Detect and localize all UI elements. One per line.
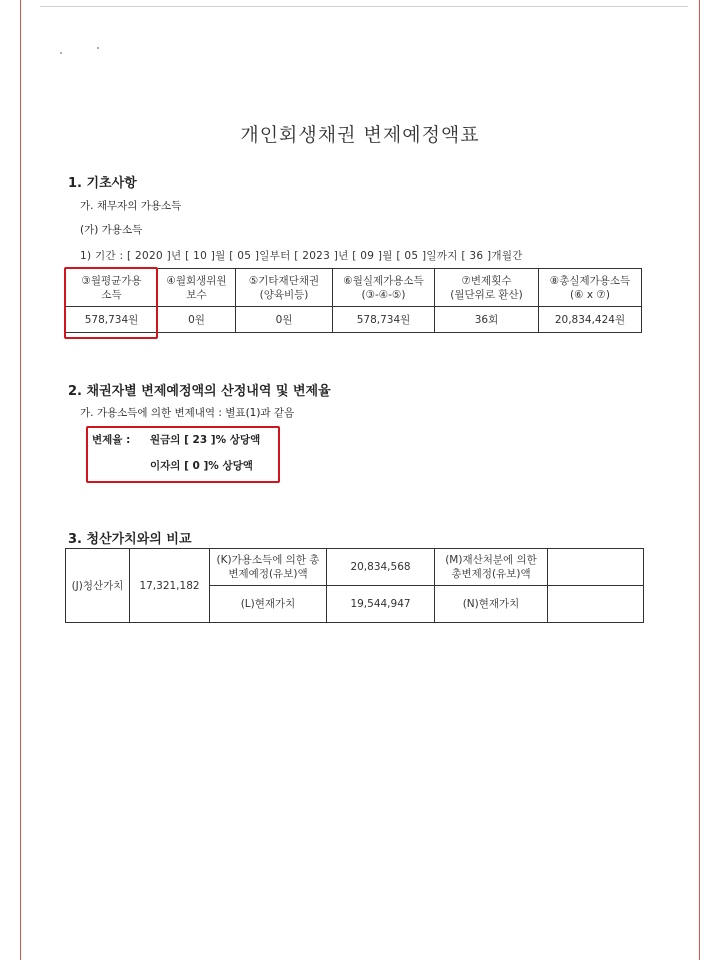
- header-cell-actual-income: ⑥월실제가용소득 (③-④-⑤): [333, 269, 435, 307]
- value-cell-trustee-fee: 0원: [158, 307, 236, 333]
- interest-rate-line: 이자의 [ 0 ]% 상당액: [150, 460, 253, 472]
- k-label-cell: (K)가용소득에 의한 총 변제예정(유보)액: [210, 549, 327, 586]
- j-label-cell: (J)청산가치: [66, 549, 130, 623]
- highlight-box-monthly-income: [64, 267, 158, 339]
- section1-subsub: (가) 가용소득: [80, 224, 143, 236]
- m-value-cell: [548, 549, 644, 586]
- n-value-cell: [548, 586, 644, 623]
- principal-rate-line: 원금의 [ 23 ]% 상당액: [150, 434, 261, 446]
- header-cell-trustee-fee: ④월회생위원 보수: [158, 269, 236, 307]
- scan-speck: [60, 52, 62, 54]
- document-title: 개인회생채권 변제예정액표: [240, 124, 480, 146]
- section1-heading: 1. 기초사항: [68, 176, 137, 191]
- header-cell-monthly-income: ③월평균가용 소득: [66, 269, 158, 307]
- section1-sub: 가. 채무자의 가용소득: [80, 200, 182, 212]
- value-cell-repay-count: 36회: [435, 307, 539, 333]
- header-cell-other-claims: ⑤기타재단채권 (양육비등): [236, 269, 333, 307]
- n-label-cell: (N)현재가치: [435, 586, 548, 623]
- l-label-cell: (L)현재가치: [210, 586, 327, 623]
- value-cell-total-income: 20,834,424원: [539, 307, 642, 333]
- k-value-cell: 20,834,568: [327, 549, 435, 586]
- liquidation-row-1: [66, 549, 644, 586]
- m-label-cell: (M)재산처분에 의한 총변제정(유보)액: [435, 549, 548, 586]
- header-cell-repay-count: ⑦변제횟수 (월단위로 환산): [435, 269, 539, 307]
- value-cell-monthly-income: 578,734원: [66, 307, 158, 333]
- period-line: 1) 기간 : [ 2020 ]년 [ 10 ]월 [ 05 ]일부터 [ 2023 ]년 [ 09 ]월 [ 05 ]일까지 [ 36 ]개월간: [80, 250, 523, 262]
- l-value-cell: 19,544,947: [327, 586, 435, 623]
- header-cell-total-income: ⑧총실제가용소득 (⑥ x ⑦): [539, 269, 642, 307]
- highlight-box-repayment-rate: [86, 426, 280, 483]
- value-cell-other-claims: 0원: [236, 307, 333, 333]
- value-cell-actual-income: 578,734원: [333, 307, 435, 333]
- liquidation-table: [65, 548, 644, 623]
- j-value-cell: 17,321,182: [130, 549, 210, 623]
- section2-sub: 가. 가용소득에 의한 변제내역 : 별표(1)과 같음: [80, 407, 295, 419]
- section2-heading: 2. 채권자별 변제예정액의 산정내역 및 변제율: [68, 384, 331, 399]
- rate-label: 변제율 :: [92, 434, 131, 446]
- section3-heading: 3. 청산가치와의 비교: [68, 532, 192, 547]
- scan-speck: [97, 47, 99, 49]
- page-border-top: [40, 6, 688, 7]
